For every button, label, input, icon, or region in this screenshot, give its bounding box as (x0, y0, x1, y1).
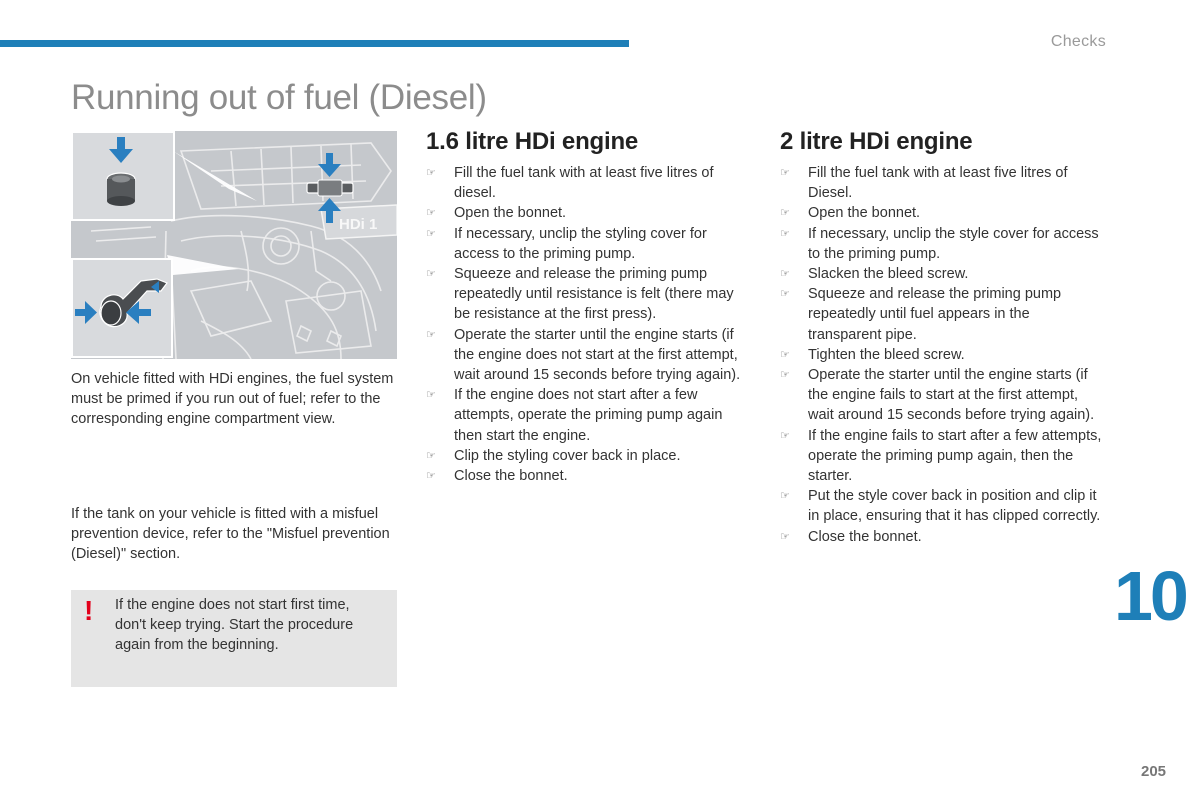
pointing-hand-icon: ☞ (426, 268, 436, 281)
chapter-number: 10 (1114, 557, 1186, 635)
warning-text: If the engine does not start first time, don't keep trying. Start the procedure again from the beginning. (115, 597, 354, 654)
step-text: Put the style cover back in position and clip it in place, ensuring that it has clipped correctly. (808, 488, 1101, 525)
pointing-hand-icon: ☞ (780, 490, 790, 503)
warning-icon: ! (84, 595, 94, 626)
step-text: If necessary, unclip the styling cover for access to the priming pump. (454, 225, 707, 262)
misfuel-note: If the tank on your vehicle is fitted with a misfuel prevention device, refer to the "Misfuel prevention (Diesel)" section. (71, 506, 390, 563)
priming-pump-icon (107, 173, 135, 206)
step-text: Open the bonnet. (808, 205, 921, 222)
pointing-hand-icon: ☞ (426, 389, 436, 402)
list-item (780, 486, 1102, 526)
section-name: Checks (1050, 33, 1106, 50)
step-text: Squeeze and release the priming pump repeatedly until resistance is felt (there may be resistance at the first press). (454, 266, 734, 323)
step-text: Operate the starter until the engine starts (if the engine does not start at the first attempt, wait around 15 seconds before trying again). (454, 326, 741, 384)
step-text: Squeeze and release the priming pump repeatedly until fuel appears in the transparent pipe. (808, 286, 1062, 343)
pointing-hand-icon: ☞ (426, 207, 436, 220)
list-item (780, 203, 1102, 223)
pointing-hand-icon: ☞ (426, 227, 436, 240)
step-list (426, 163, 746, 486)
engine-illustration (71, 131, 397, 359)
section-heading: 2 litre HDi engine (780, 128, 973, 155)
header-accent-bar (0, 40, 629, 47)
list-item (426, 385, 746, 446)
step-text: If necessary, unclip the style cover for access to the priming pump. (808, 225, 1099, 262)
step-text: Fill the fuel tank with at least five litres of diesel. (454, 165, 714, 202)
list-item (780, 345, 1102, 365)
step-text: If the engine does not start after a few attempts, operate the priming pump again then start the engine. (454, 387, 723, 444)
list-item (780, 224, 1102, 264)
step-text: Clip the styling cover back in place. (454, 447, 681, 464)
section-2-hdi (780, 127, 1102, 547)
pointing-hand-icon: ☞ (780, 530, 790, 543)
engine-compartment-figure (71, 131, 397, 359)
intro-paragraph: On vehicle fitted with HDi engines, the fuel system must be primed if you run out of fuel; refer to the corresponding engine compartment view. (71, 371, 394, 428)
step-text: Close the bonnet. (454, 468, 568, 485)
list-item (780, 527, 1102, 547)
step-text: Close the bonnet. (808, 528, 922, 545)
pointing-hand-icon: ☞ (426, 167, 436, 179)
step-text: Tighten the bleed screw. (808, 346, 965, 363)
step-text: Slacken the bleed screw. (808, 266, 969, 283)
pointing-hand-icon: ☞ (426, 470, 436, 483)
page-number: 205 (1141, 763, 1167, 780)
warning-box (71, 590, 397, 687)
hand-pump-inset (72, 259, 172, 357)
section-heading: 1.6 litre HDi engine (426, 128, 639, 155)
section-1-6-hdi (426, 127, 746, 486)
step-text: If the engine fails to start after a few attempts, operate the priming pump again, then the starter. (808, 427, 1102, 485)
pointing-hand-icon: ☞ (780, 268, 790, 281)
list-item (780, 426, 1102, 487)
pointing-hand-icon: ☞ (780, 167, 790, 179)
pointing-hand-icon: ☞ (780, 207, 790, 220)
svg-text:HDi 1: HDi 1 (339, 216, 378, 233)
step-text: Operate the starter until the engine starts (if the engine fails to start at the first attempt, wait around 15 seconds before trying again). (808, 367, 1095, 424)
list-item (780, 284, 1102, 345)
page-title: Running out of fuel (Diesel) (71, 78, 487, 117)
pointing-hand-icon: ☞ (780, 429, 790, 442)
list-item (780, 163, 1102, 203)
pointing-hand-icon: ☞ (780, 348, 790, 361)
list-item (426, 466, 746, 486)
list-item (780, 264, 1102, 284)
pointing-hand-icon: ☞ (780, 227, 790, 240)
priming-pump-inset (72, 132, 174, 220)
list-item (426, 446, 746, 466)
list-item (780, 365, 1102, 426)
pointing-hand-icon: ☞ (426, 449, 436, 462)
pointing-hand-icon: ☞ (780, 288, 790, 301)
step-text: Open the bonnet. (454, 205, 567, 222)
list-item (426, 224, 746, 264)
pointing-hand-icon: ☞ (780, 369, 790, 382)
list-item (426, 203, 746, 223)
list-item (426, 325, 746, 386)
list-item (426, 264, 746, 325)
step-text: Fill the fuel tank with at least five litres of Diesel. (808, 165, 1068, 202)
pointing-hand-icon: ☞ (426, 328, 436, 341)
list-item (426, 163, 746, 203)
step-list (780, 163, 1102, 547)
